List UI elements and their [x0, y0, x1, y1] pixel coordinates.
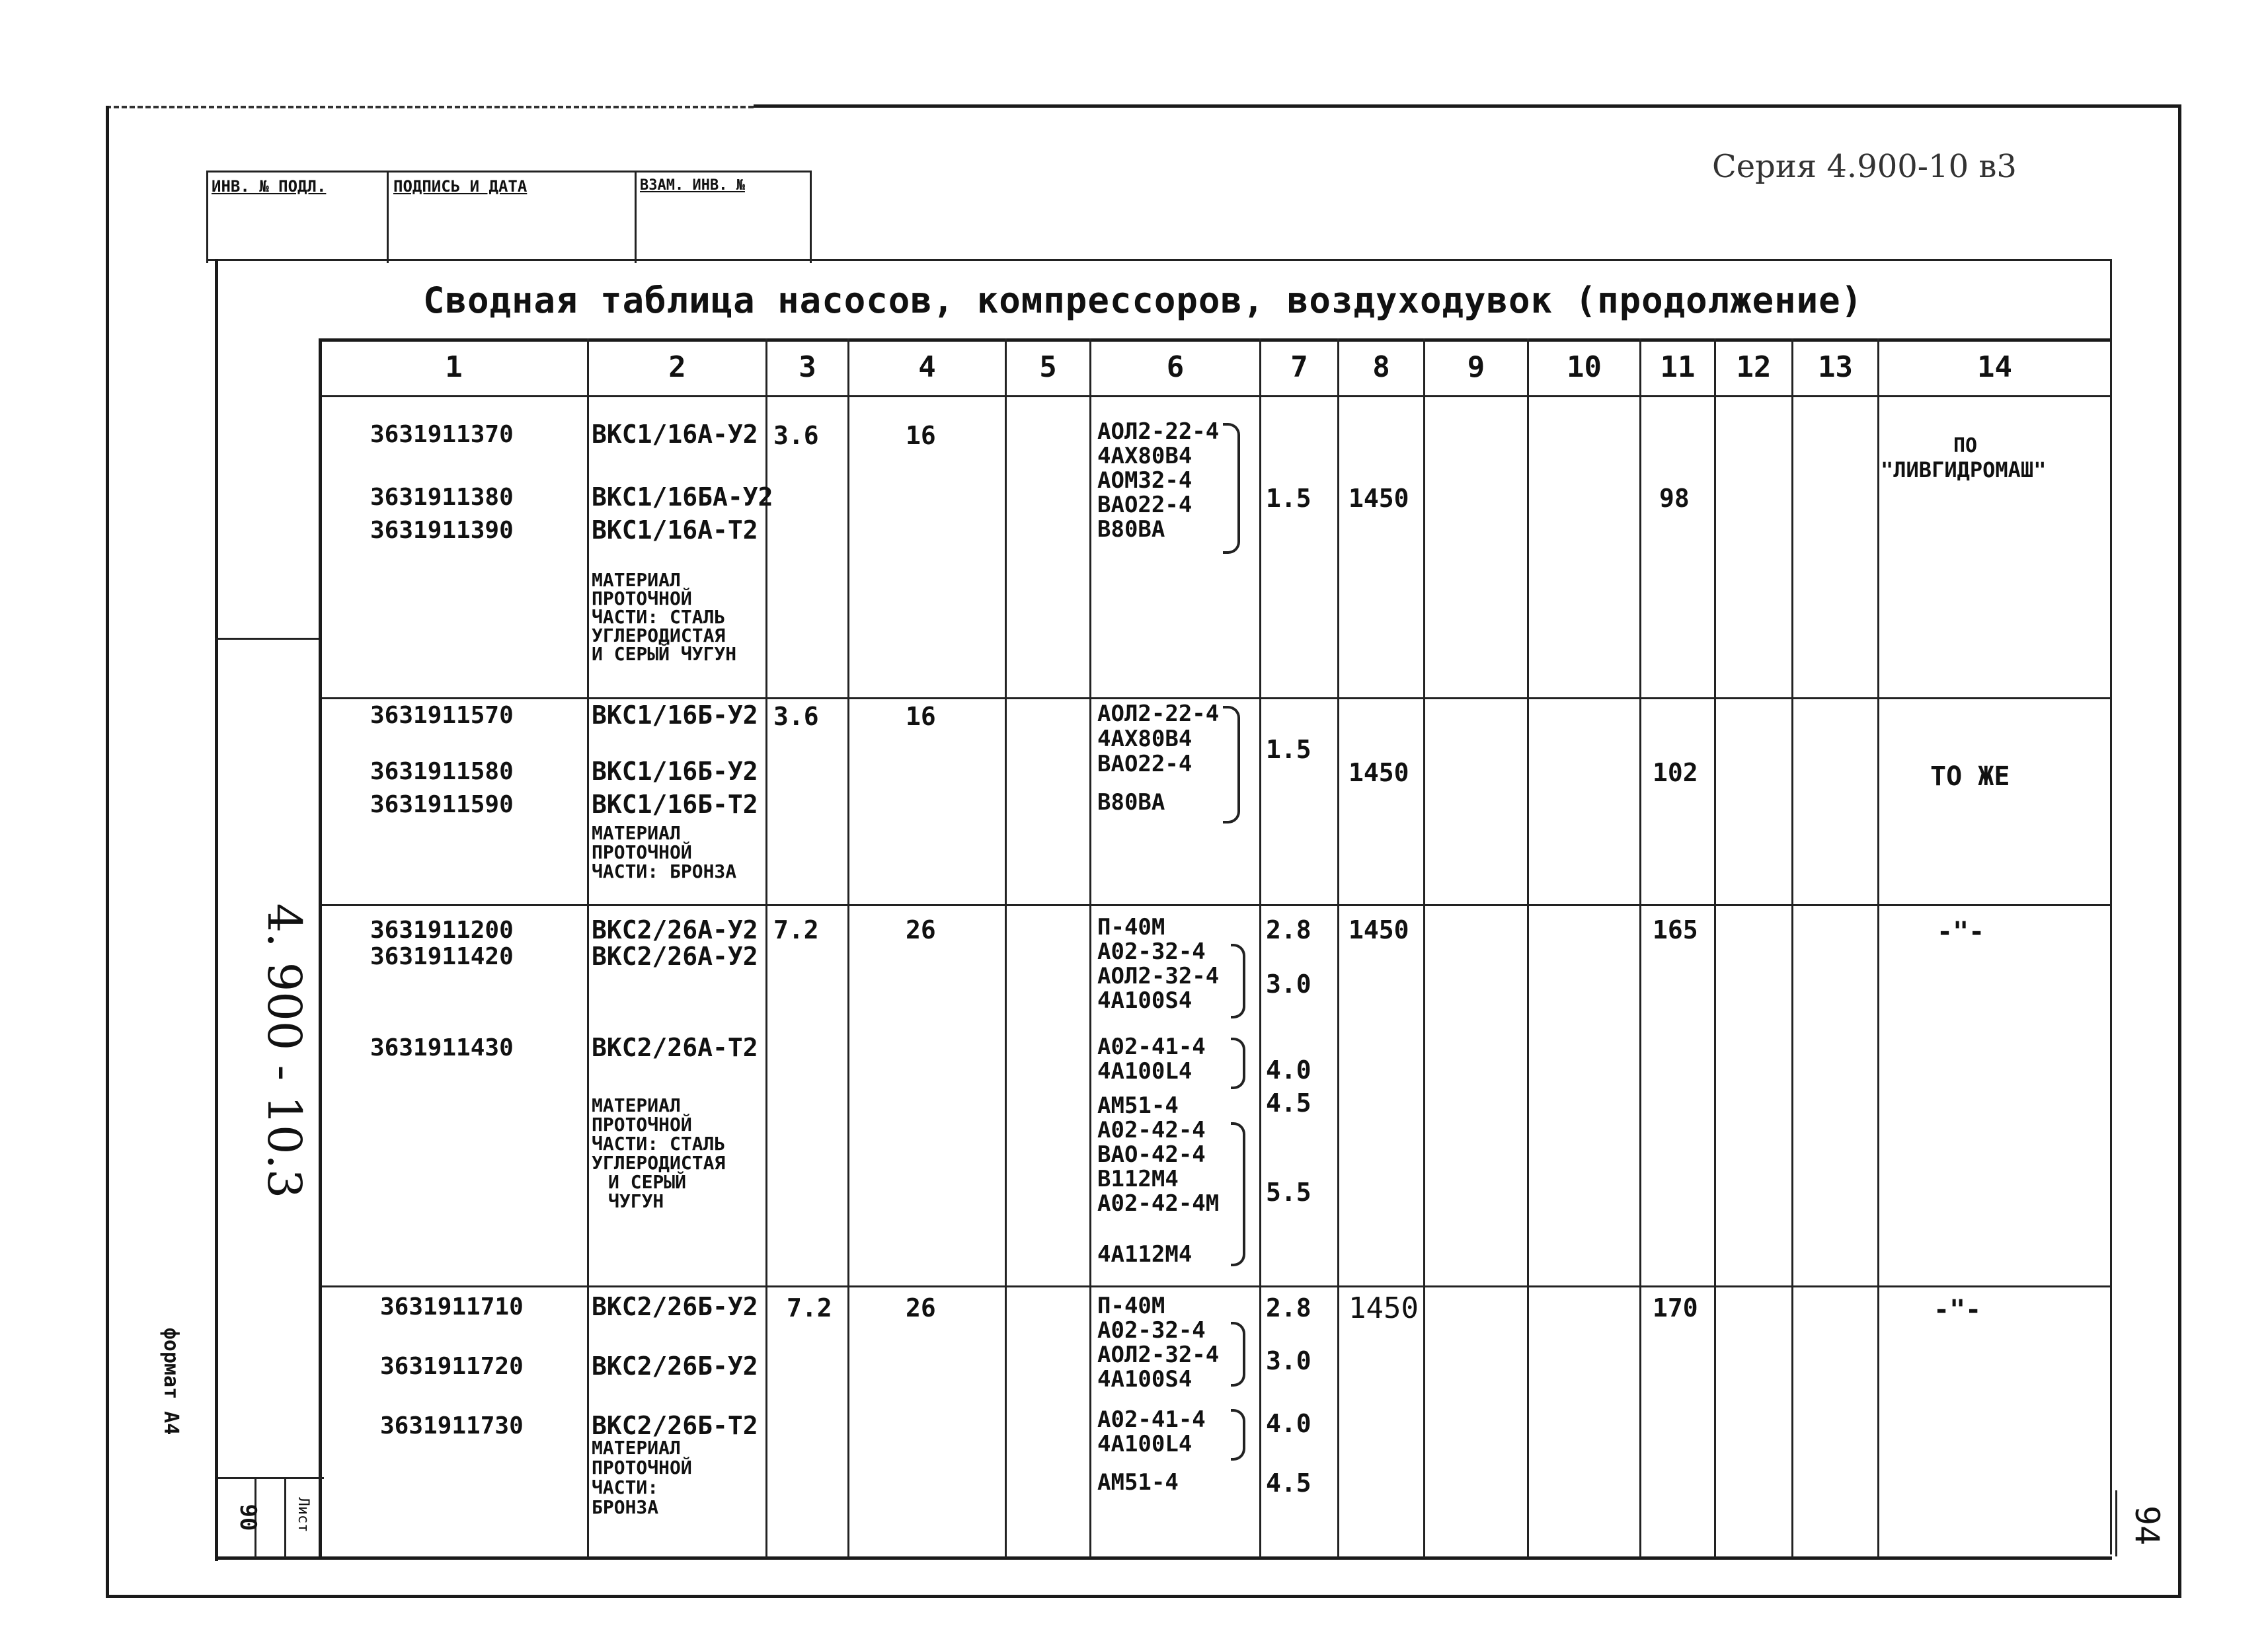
article-code: 3631911200: [370, 917, 514, 944]
material-line: И СЕРЫЙ: [608, 1171, 687, 1193]
pump-model: ВКС2/26Б-У2: [592, 1292, 758, 1321]
power-value: 3.0: [1266, 970, 1311, 999]
col-header-9: 9: [1467, 350, 1485, 384]
col-header-1: 1: [445, 350, 463, 384]
material-line: МАТЕРИАЛ: [592, 1094, 681, 1116]
material-line: ЧУГУН: [608, 1190, 664, 1212]
engine-model: АОЛ2-22-4: [1097, 701, 1220, 727]
material-line: МАТЕРИАЛ: [592, 1437, 681, 1459]
article-code: 3631911720: [380, 1353, 524, 1380]
power-value: 3.0: [1266, 1346, 1311, 1375]
col-header-2: 2: [668, 350, 686, 384]
supplier: -"-: [1937, 917, 1985, 947]
article-code: 3631911420: [370, 943, 514, 970]
col-header-13: 13: [1818, 350, 1853, 384]
material-line: МАТЕРИАЛ: [592, 569, 681, 591]
power-value: 1.5: [1266, 735, 1311, 764]
engine-brace: [1231, 944, 1245, 1018]
engine-model: А02-32-4: [1097, 938, 1206, 965]
col3-value: 3.6: [773, 421, 819, 450]
engine-model: А02-32-4: [1097, 1317, 1206, 1344]
series-label: Серия 4.900-10 в3: [1712, 148, 2017, 185]
engine-model: АОЛ2-32-4: [1097, 963, 1220, 989]
supplier: ПО: [1953, 434, 1978, 457]
power-value: 4.5: [1266, 1089, 1311, 1118]
engine-brace: [1231, 1122, 1245, 1266]
rpm-value: 1450: [1349, 915, 1409, 944]
engine-model: 4А100S4: [1097, 987, 1193, 1014]
engine-model: В112М4: [1097, 1166, 1179, 1192]
col-header-7: 7: [1290, 350, 1308, 384]
power-value: 1.5: [1266, 484, 1311, 513]
power-value: 4.0: [1266, 1409, 1311, 1438]
article-code: 3631911370: [370, 421, 514, 448]
engine-brace: [1231, 1322, 1245, 1387]
col4-value: 26: [906, 1293, 936, 1322]
page-number: 94: [2128, 1505, 2166, 1546]
engine-brace: [1223, 706, 1240, 823]
rpm-value: 1450: [1349, 1291, 1419, 1325]
col-header-12: 12: [1736, 350, 1772, 384]
pump-model: ВКС2/26Б-Т2: [592, 1411, 758, 1440]
engine-model: А02-41-4: [1097, 1406, 1206, 1433]
material-line: ПРОТОЧНОЙ: [592, 588, 692, 609]
article-code: 3631911380: [370, 484, 514, 511]
col-header-14: 14: [1977, 350, 2012, 384]
stamp-replace-inv: ВЗАМ. ИНВ. №: [640, 177, 745, 194]
material-line: УГЛЕРОДИСТАЯ: [592, 625, 726, 646]
col4-value: 16: [906, 702, 936, 731]
material-line: БРОНЗА: [592, 1496, 659, 1518]
engine-brace: [1223, 423, 1240, 554]
material-line: ПРОТОЧНОЙ: [592, 1457, 692, 1478]
engine-model: АОЛ2-22-4: [1097, 418, 1220, 445]
engine-model: 4АХ80В4: [1097, 726, 1193, 752]
col11-value: 165: [1653, 915, 1698, 944]
col-header-5: 5: [1039, 350, 1057, 384]
sheet-number: 90: [235, 1504, 261, 1531]
pump-model: ВКС2/26А-У2: [592, 915, 758, 944]
engine-model: АМ51-4: [1097, 1092, 1179, 1119]
col-header-11: 11: [1660, 350, 1696, 384]
col-header-4: 4: [918, 350, 936, 384]
power-value: 2.8: [1266, 1293, 1311, 1322]
col3-value: 3.6: [773, 702, 819, 731]
engine-model: ВАО22-4: [1097, 492, 1193, 518]
table-title: Сводная таблица насосов, компрессоров, воздуходувок (продолжение): [423, 280, 1863, 321]
engine-model: П-40М: [1097, 914, 1165, 940]
pump-model: ВКС2/26А-У2: [592, 942, 758, 971]
engine-model: 4А100L4: [1097, 1058, 1193, 1085]
power-value: 2.8: [1266, 915, 1311, 944]
engine-model: 4АХ80В4: [1097, 443, 1193, 469]
article-code: 3631911590: [370, 791, 514, 818]
pump-model: ВКС2/26А-Т2: [592, 1033, 758, 1062]
col-header-6: 6: [1166, 350, 1185, 384]
material-line: ЧАСТИ: БРОНЗА: [592, 861, 737, 882]
col-header-8: 8: [1372, 350, 1390, 384]
rpm-value: 1450: [1349, 758, 1409, 787]
article-code: 3631911430: [370, 1034, 514, 1061]
engine-model: ВАО-42-4: [1097, 1141, 1206, 1168]
engine-model: В80ВА: [1097, 516, 1165, 543]
supplier: ТО ЖЕ: [1930, 761, 2010, 792]
stamp-inv-no: ИНВ. № ПОДЛ.: [212, 177, 327, 196]
engine-model: В80ВА: [1097, 789, 1165, 816]
pump-model: ВКС1/16Б-У2: [592, 757, 758, 786]
engine-model: А02-41-4: [1097, 1034, 1206, 1060]
power-value: 4.5: [1266, 1469, 1311, 1498]
material-line: И СЕРЫЙ ЧУГУН: [592, 643, 737, 665]
pump-model: ВКС1/16А-Т2: [592, 516, 758, 545]
engine-model: АОЛ2-32-4: [1097, 1342, 1220, 1368]
supplier: -"-: [1934, 1295, 1982, 1325]
col11-value: 102: [1653, 758, 1698, 787]
material-line: ЧАСТИ: СТАЛЬ: [592, 1133, 726, 1155]
col3-value: 7.2: [787, 1293, 832, 1322]
material-line: ПРОТОЧНОЙ: [592, 841, 692, 863]
engine-model: 4А100S4: [1097, 1366, 1193, 1393]
col11-value: 98: [1659, 484, 1690, 513]
engine-model: П-40М: [1097, 1293, 1165, 1319]
engine-model: АОМ32-4: [1097, 467, 1193, 494]
power-value: 5.5: [1266, 1178, 1311, 1207]
material-line: ЧАСТИ: СТАЛЬ: [592, 606, 726, 628]
sheet-label: Лист: [295, 1497, 311, 1533]
engine-model: 4А112М4: [1097, 1241, 1193, 1268]
engine-brace: [1231, 1409, 1245, 1461]
supplier: "ЛИВГИДРОМАШ": [1881, 457, 2047, 482]
material-line: УГЛЕРОДИСТАЯ: [592, 1152, 726, 1174]
pump-model: ВКС1/16Б-У2: [592, 701, 758, 730]
pump-model: ВКС1/16Б-Т2: [592, 790, 758, 819]
material-line: ПРОТОЧНОЙ: [592, 1114, 692, 1135]
document-code: 4. 900 - 10.3: [257, 903, 311, 1199]
stamp-sign-date: ПОДПИСЬ И ДАТА: [393, 177, 528, 196]
material-line: МАТЕРИАЛ: [592, 822, 681, 844]
engine-model: ВАО22-4: [1097, 751, 1193, 777]
engine-model: А02-42-4: [1097, 1117, 1206, 1143]
engine-model: А02-42-4М: [1097, 1190, 1220, 1217]
col4-value: 26: [906, 915, 936, 944]
format-label: формат А4: [159, 1327, 182, 1435]
article-code: 3631911730: [380, 1412, 524, 1439]
col4-value: 16: [906, 421, 936, 450]
article-code: 3631911570: [370, 702, 514, 729]
engine-brace: [1231, 1038, 1245, 1089]
col3-value: 7.2: [773, 915, 819, 944]
col11-value: 170: [1653, 1293, 1698, 1322]
pump-model: ВКС2/26Б-У2: [592, 1352, 758, 1381]
col-header-10: 10: [1567, 350, 1602, 384]
power-value: 4.0: [1266, 1055, 1311, 1085]
engine-model: 4А100L4: [1097, 1431, 1193, 1457]
col-header-3: 3: [799, 350, 816, 384]
engine-model: АМ51-4: [1097, 1469, 1179, 1496]
pump-model: ВКС1/16А-У2: [592, 420, 758, 449]
article-code: 3631911580: [370, 758, 514, 785]
rpm-value: 1450: [1349, 484, 1409, 513]
article-code: 3631911710: [380, 1293, 524, 1320]
article-code: 3631911390: [370, 517, 514, 544]
pump-model: ВКС1/16БА-У2: [592, 482, 773, 512]
material-line: ЧАСТИ:: [592, 1476, 659, 1498]
